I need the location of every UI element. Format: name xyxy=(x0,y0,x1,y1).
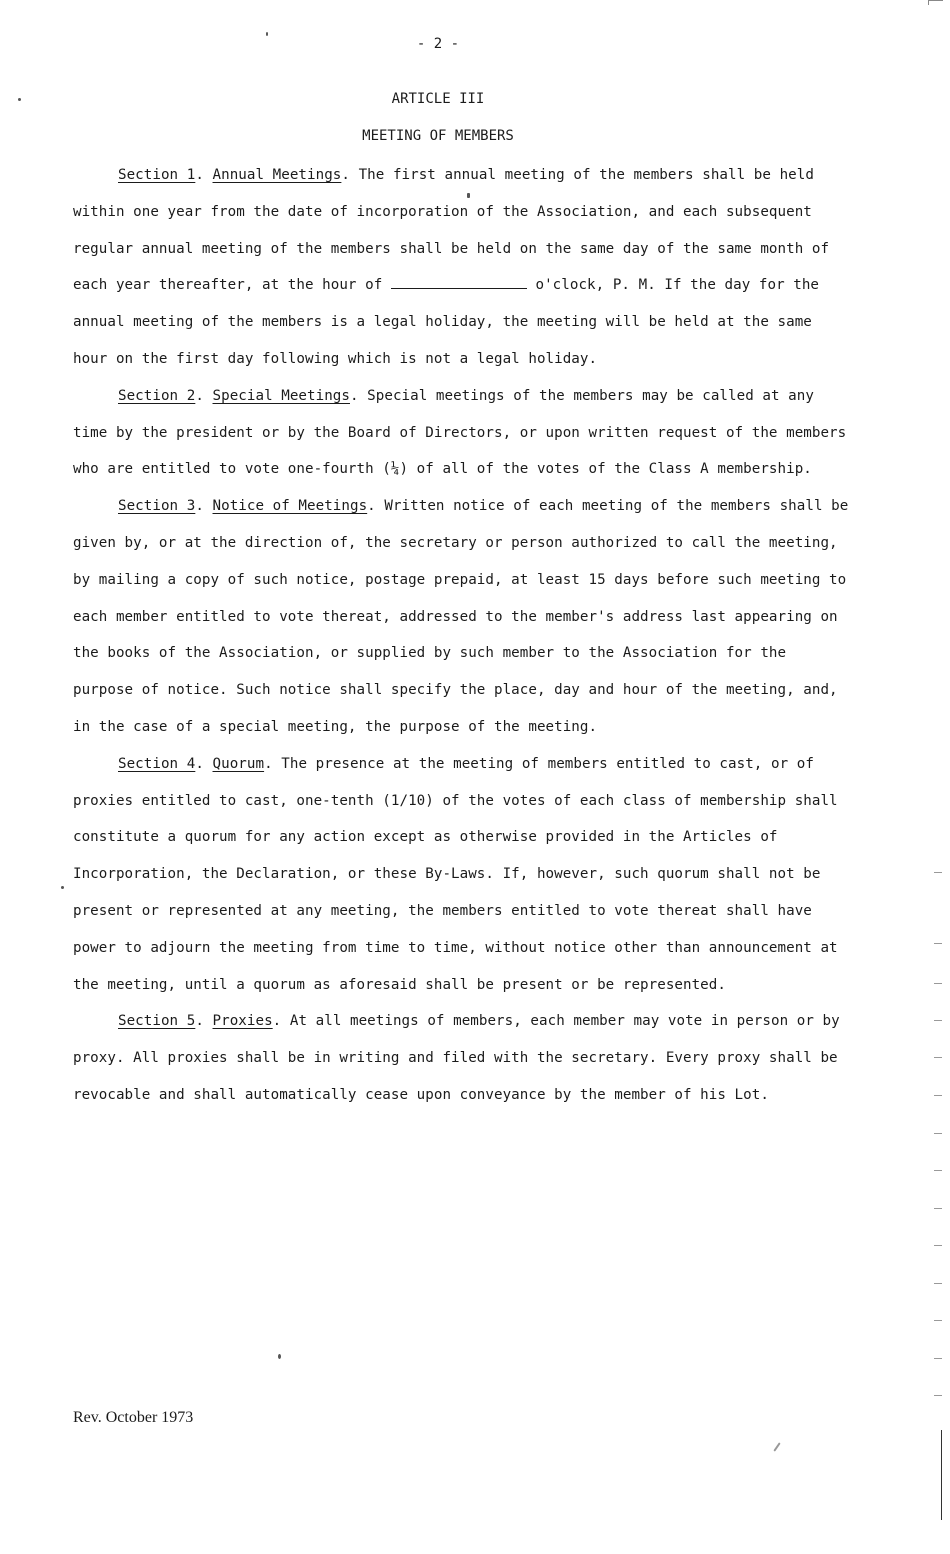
section-proxies: Section 5. Proxies. At all meetings of members, each member may vote in person or by proxy. All proxies shall be in writing and filed with the secretary. Every proxy shall be revocable and shall automatically cease upon conveyance by the member of his Lot. xyxy=(73,1013,840,1103)
scan-speck xyxy=(773,1442,780,1451)
scan-edge-mark xyxy=(934,1395,942,1396)
scan-edge-mark xyxy=(934,872,942,873)
scan-edge-mark xyxy=(934,1358,942,1359)
scan-corner-mark xyxy=(928,0,943,5)
section-label: Section 1 xyxy=(118,167,196,183)
article-body xyxy=(73,157,853,1114)
scan-edge-mark xyxy=(934,1095,942,1096)
section-special-meetings: Section 2. Special Meetings. Special meetings of the members may be called at any time by the president or by the Board of Directors, or upon written request of the members who are entitled to vote one-fourth (¼) of all of the votes of the Class A membership. xyxy=(73,387,847,478)
scan-edge-mark xyxy=(934,1057,942,1058)
section-text-continued: o'clock, P. M. If the day for the annual meeting of the members is a legal holiday, the meeting will be held at the same hour on the first day following which is not a legal holiday. xyxy=(73,277,820,367)
revision-note: Rev. October 1973 xyxy=(73,1409,194,1426)
scan-edge-mark xyxy=(934,1208,942,1209)
section-notice-of-meetings: Section 3. Notice of Meetings. Written notice of each meeting of the members shall be given by, or at the direction of, the secretary or person authorized to call the meeting, by mailing a copy of such notice, postage prepaid, at least 15 days before such meeting to each member entitled to vote thereat, addressed to the member's address last appearing on the books of the Association, or supplied by such member to the Association for the purpose of notice. Such notice shall specify the place, day and hour of the meeting, and, in the case of a special meeting, the purpose of the meeting. xyxy=(73,498,849,735)
section-title: Quorum xyxy=(212,755,265,772)
section-label: Section 5 xyxy=(118,1013,196,1030)
section-label: Section 3 xyxy=(118,498,196,515)
scan-edge-mark xyxy=(934,1283,942,1284)
scan-edge-mark xyxy=(934,983,942,984)
section-label: Section 2 xyxy=(118,387,196,404)
scan-speck xyxy=(18,98,21,101)
section-text: Written notice of each meeting of the members shall be given by, or at the direction of, the secretary or person authorized to call the meeting, by mailing a copy of such notice, postage prepaid, at least 15 days before such meeting to each member entitled to vote thereat, addressed to the member's address last appearing on the books of the Association, or supplied by such member to the Association for the purpose of notice. Such notice shall specify the place, day and hour of the meeting, and, in the case of a special meeting, the purpose of the meeting. xyxy=(73,498,849,735)
section-text: Special meetings of the members may be called at any time by the president or by the Board of Directors, or upon written request of the members who are entitled to vote one-fourth (¼) of all of the votes of the Class A membership. xyxy=(73,387,847,478)
section-text: The first annual meeting of the members shall be held within one year from the date of incorporation of the Association, and each subsequent regular annual meeting of the members shall be held on the same day of the same month of each year thereafter, at the hour of xyxy=(73,167,830,294)
section-title: Annual Meetings xyxy=(212,167,342,183)
page-number: - 2 - xyxy=(416,36,460,52)
scan-speck xyxy=(61,886,64,889)
scan-edge-mark xyxy=(934,1320,942,1321)
scan-speck xyxy=(266,32,268,36)
article-subtitle: MEETING OF MEMBERS xyxy=(362,128,514,144)
scan-speck xyxy=(467,193,470,198)
scan-edge-mark xyxy=(934,1245,942,1246)
hour-blank-line xyxy=(391,278,527,289)
article-title: ARTICLE III xyxy=(391,91,485,107)
scan-edge-mark xyxy=(934,1020,942,1021)
scan-edge-mark xyxy=(934,1133,942,1134)
section-text: The presence at the meeting of members entitled to cast, or of proxies entitled to cast, one-tenth (1/10) of the votes of each class of membership shall constitute a quorum for any action except as otherwise provided in the Articles of Incorporation, the Declaration, or these By-Laws. If, however, such quorum shall not be present or represented at any meeting, the members entitled to vote thereat shall have power to adjourn the meeting from time to time, without notice other than announcement at the meeting, until a quorum as aforesaid shall be present or be represented. xyxy=(73,755,838,993)
section-annual-meetings: Section 1. Annual Meetings. The first annual meeting of the members shall be held within one year from the date of incorporation of the Association, and each subsequent regular annual meeting of the members shall be held on the same day of the same month of each year thereafter, at the hour of o'clock, P. M. If the day for the annual meeting of the members is a legal holiday, the meeting will be held at the same hour on the first day following which is not a legal holiday. xyxy=(73,167,830,367)
section-label: Section 4 xyxy=(118,755,196,772)
section-title: Notice of Meetings xyxy=(212,498,368,515)
section-title: Proxies xyxy=(212,1013,273,1030)
scan-edge-line xyxy=(941,1430,942,1520)
scan-edge-mark xyxy=(934,1170,942,1171)
section-quorum: Section 4. Quorum. The presence at the meeting of members entitled to cast, or of proxies entitled to cast, one-tenth (1/10) of the votes of each class of membership shall constitute a quorum for any action except as otherwise provided in the Articles of Incorporation, the Declaration, or these By-Laws. If, however, such quorum shall not be present or represented at any meeting, the members entitled to vote thereat shall have power to adjourn the meeting from time to time, without notice other than announcement at the meeting, until a quorum as aforesaid shall be present or be represented. xyxy=(73,755,838,993)
section-text: At all meetings of members, each member may vote in person or by proxy. All proxies shall be in writing and filed with the secretary. Every proxy shall be revocable and shall automatically cease upon conveyance by the member of his Lot. xyxy=(73,1013,840,1103)
scan-edge-mark xyxy=(934,943,942,944)
section-title: Special Meetings xyxy=(212,387,350,404)
scan-speck xyxy=(278,1354,281,1359)
